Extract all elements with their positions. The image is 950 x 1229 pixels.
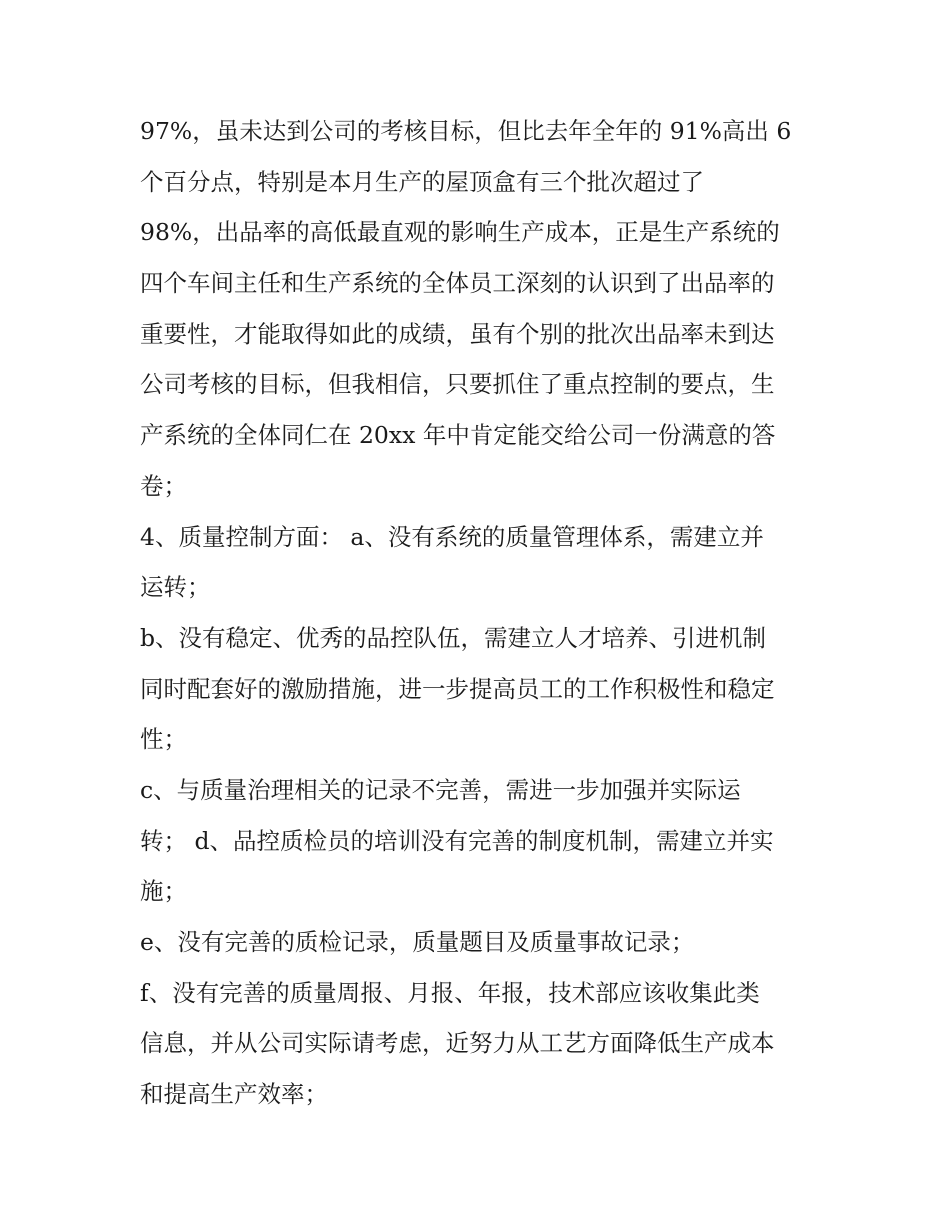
text-line-9: 4、质量控制方面： a、没有系统的质量管理体系，需建立并 [140, 522, 764, 551]
text-line-16: 施； [140, 877, 187, 906]
text-line-7: 产系统的全体同仁在 20xx 年中肯定能交给公司一份满意的答 [140, 421, 776, 450]
text-line-2: 个百分点，特别是本月生产的屋顶盒有三个批次超过了 [140, 167, 704, 196]
text-line-20: 和提高生产效率； [140, 1080, 328, 1109]
text-line-6: 公司考核的目标，但我相信，只要抓住了重点控制的要点，生 [140, 370, 775, 399]
text-line-13: 性； [140, 725, 187, 754]
text-line-8: 卷； [140, 471, 187, 500]
text-line-18: f、没有完善的质量周报、月报、年报，技术部应该收集此类 [140, 978, 760, 1007]
text-line-3: 98%，出品率的高低最直观的影响生产成本，正是生产系统的 [140, 218, 780, 247]
text-line-10: 运转； [140, 573, 211, 602]
text-line-15: 转； d、品控质检员的培训没有完善的制度机制，需建立并实 [140, 826, 774, 855]
text-line-19: 信息，并从公司实际请考虑，近努力从工艺方面降低生产成本 [140, 1029, 775, 1058]
text-line-5: 重要性，才能取得如此的成绩，虽有个别的批次出品率未到达 [140, 319, 775, 348]
text-line-11: b、没有稳定、优秀的品控队伍，需建立人才培养、引进机制 [140, 623, 767, 652]
text-line-12: 同时配套好的激励措施，进一步提高员工的工作积极性和稳定 [140, 674, 775, 703]
body-text [140, 106, 820, 1120]
text-line-1: 97%，虽未达到公司的考核目标，但比去年全年的 91%高出 6 [140, 117, 792, 145]
text-line-4: 四个车间主任和生产系统的全体员工深刻的认识到了出品率的 [140, 269, 775, 298]
text-line-17: e、没有完善的质检记录，质量题目及质量事故记录； [140, 928, 695, 956]
text-line-14: c、与质量治理相关的记录不完善，需进一步加强并实际运 [140, 775, 741, 804]
